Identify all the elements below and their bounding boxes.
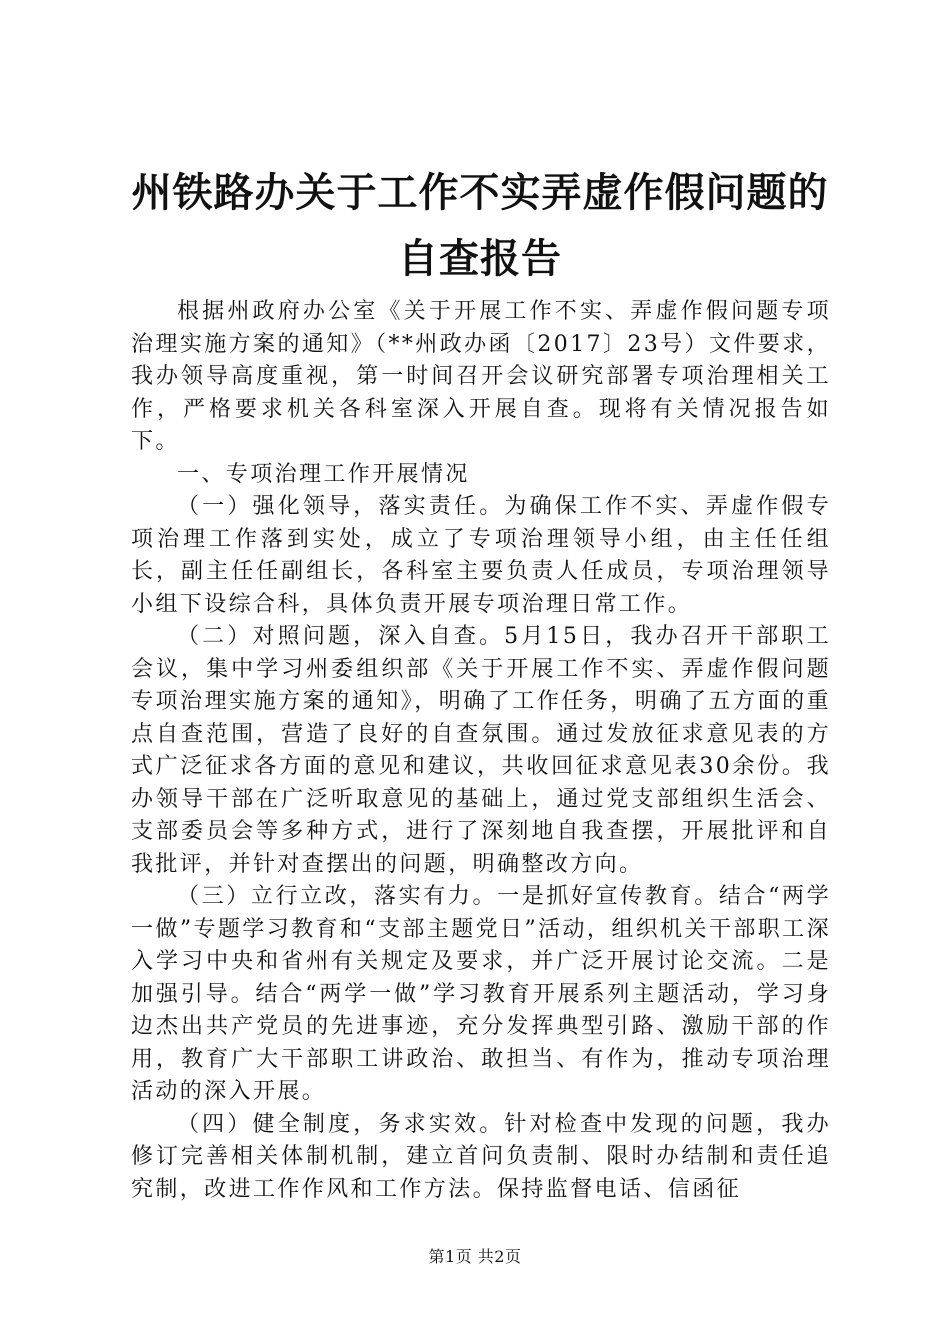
document-title: 州铁路办关于工作不实弄虚作假问题的自查报告	[131, 169, 829, 282]
paragraph-item-4: （四）健全制度，务求实效。针对检查中发现的问题，我办修订完善相关体制机制，建立首问负责制、限时办结制和责任追究制，改进工作作风和工作方法。保持监督电话、信函征	[131, 1111, 831, 1202]
page-number: 第1页 共2页	[428, 1247, 522, 1266]
section-heading: 一、专项治理工作开展情况	[177, 461, 470, 487]
paragraph-intro: 根据州政府办公室《关于开展工作不实、弄虚作假问题专项治理实施方案的通知》（**州政办函〔2017〕23号）文件要求，我办领导高度重视，第一时间召开会议研究部署专项治理相关工作，严格要求机关各科室深入开展自查。现将有关情况报告如下。	[131, 299, 831, 454]
paragraph-item-2: （二）对照问题，深入自查。5月15日，我办召开干部职工会议，集中学习州委组织部《关于开展工作不实、弄虚作假问题专项治理实施方案的通知》，明确了工作任务，明确了五方面的重点自查范围，营造了良好的自查氛围。通过发放征求意见表的方式广泛征求各方面的意见和建议，共收回征求意见表30余份。我办领导干部在广泛听取意见的基础上，通过党支部组织生活会、支部委员会等多种方式，进行了深刻地自我查摆，开展批评和自我批评，并针对查摆出的问题，明确整改方向。	[131, 624, 831, 877]
document-body	[131, 296, 831, 1206]
paragraph-item-1: （一）强化领导，落实责任。为确保工作不实、弄虚作假专项治理工作落到实处，成立了专项治理领导小组，由主任任组长，副主任任副组长，各科室主要负责人任成员，专项治理领导小组下设综合科，具体负责开展专项治理日常工作。	[131, 494, 831, 617]
paragraph-item-3: （三）立行立改，落实有力。一是抓好宣传教育。结合“两学一做”专题学习教育和“支部主题党日”活动，组织机关干部职工深入学习中央和省州有关规定及要求，并广泛开展讨论交流。二是加强引导。结合“两学一做”学习教育开展系列主题活动，学习身边杰出共产党员的先进事迹，充分发挥典型引路、激励干部的作用，教育广大干部职工讲政治、敢担当、有作为，推动专项治理活动的深入开展。	[131, 884, 831, 1104]
